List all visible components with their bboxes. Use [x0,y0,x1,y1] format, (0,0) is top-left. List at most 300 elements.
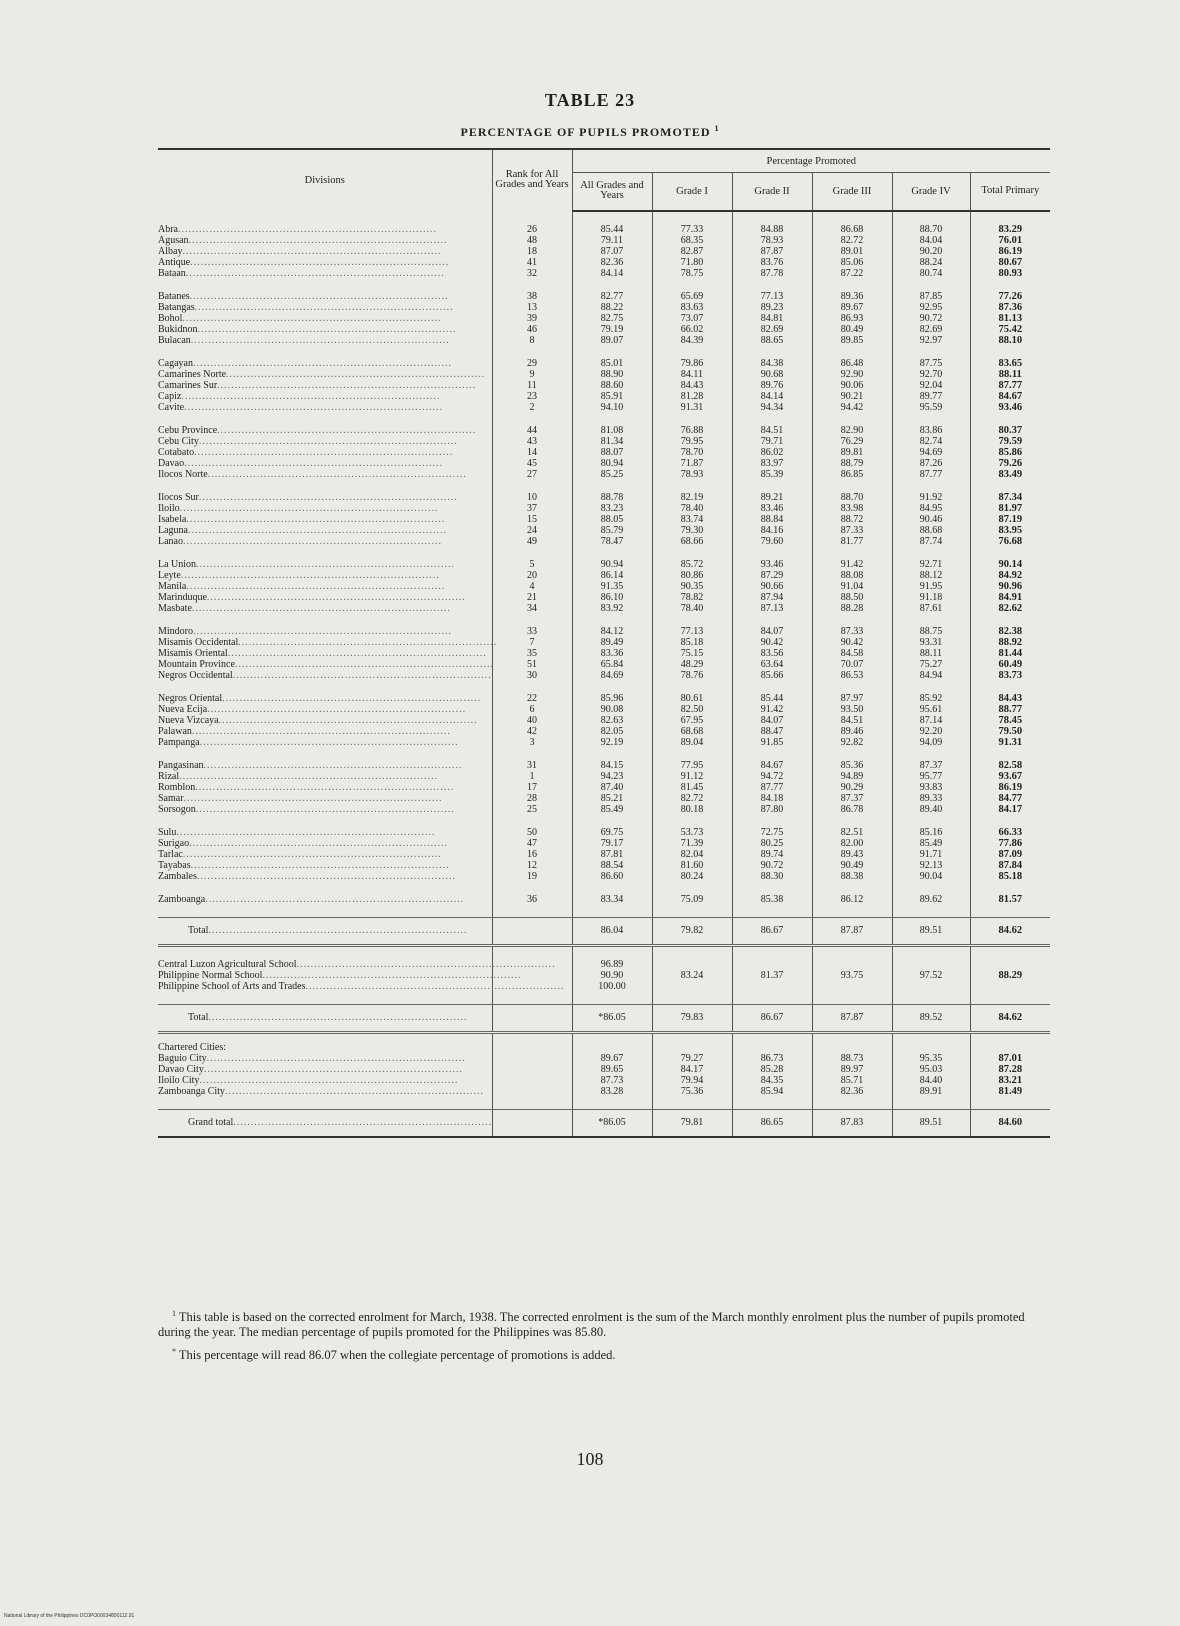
division-name: Tayabas [158,859,191,871]
division-name: Mindoro [158,625,193,637]
table-row [158,726,1050,737]
grade-4-cell: 87.14 [892,715,970,726]
total-primary-cell: 85.86 [970,447,1050,458]
table-row [158,436,1050,447]
grade-3-cell: 88.72 [812,514,892,525]
spacer-cell [652,905,732,918]
table-row [158,659,1050,670]
division-name-cell [158,425,492,436]
total-primary-cell: 88.92 [970,637,1050,648]
spacer-cell [812,992,892,1005]
spacer-cell [732,480,812,492]
total-primary-cell: 81.49 [970,1086,1050,1097]
grade-1-cell: 77.95 [652,760,732,771]
total-primary-cell: 93.67 [970,771,1050,782]
grade-4-cell: 83.86 [892,425,970,436]
grade-2-cell: 87.13 [732,603,812,614]
division-name: La Union [158,558,197,570]
table-row [158,268,1050,279]
grade-4-cell: 90.20 [892,246,970,257]
spacer-cell [970,614,1050,626]
all-grades-cell: 90.90 [572,970,652,981]
spacer-cell [652,992,732,1005]
grade-1-cell: 81.28 [652,391,732,402]
grade-2-cell: 88.84 [732,514,812,525]
grade-2-cell: 89.76 [732,380,812,391]
grade-3-cell: 89.85 [812,335,892,346]
division-name: Zambales [158,870,197,882]
division-name: Cebu City [158,435,199,447]
spacer-cell [158,992,492,1005]
leader-dots: .......................................................................... [203,1063,463,1075]
spacer-cell [492,480,572,492]
grade-3-cell: 89.97 [812,1064,892,1075]
grade-4-cell: 87.85 [892,291,970,302]
division-name-cell [158,447,492,458]
division-name-cell [158,969,522,981]
header-grade-2: Grade II [732,173,812,211]
leader-dots: .......................................................................... [195,803,455,815]
spacer-cell [812,882,892,894]
rank-cell: 33 [492,626,572,637]
leader-dots: .......................................................................... [199,1074,459,1086]
grade-3-cell: 89.43 [812,849,892,860]
rank-cell: 1 [492,771,572,782]
subtitle-text: PERCENTAGE OF PUPILS PROMOTED [460,125,711,139]
rank-cell: 45 [492,458,572,469]
total-primary-cell: 66.33 [970,827,1050,838]
division-name-cell [158,793,492,804]
division-name-cell [158,958,556,970]
grade-2-cell: 84.81 [732,313,812,324]
table-row [158,1075,1050,1086]
division-name: Batangas [158,301,195,313]
spacer-cell [652,882,732,894]
spacer-cell [732,681,812,693]
grade-3-cell: 87.87 [812,1004,892,1032]
grade-3-cell: 85.36 [812,760,892,771]
leader-dots: .......................................................................... [217,424,477,436]
division-name: Baguio City [158,1052,207,1064]
total-primary-cell: 87.84 [970,860,1050,871]
rank-cell: 43 [492,436,572,447]
division-name-cell [158,235,492,246]
all-grades-cell: 85.01 [572,358,652,369]
all-grades-cell: 86.10 [572,592,652,603]
grade-2-cell: 89.21 [732,492,812,503]
leader-dots: .......................................................................... [196,558,456,570]
grade-2-cell: 78.93 [732,235,812,246]
all-grades-cell: 84.14 [572,268,652,279]
division-name: Philippine Normal School [158,969,263,981]
grade-4-cell: 94.69 [892,447,970,458]
all-grades-cell: 83.28 [572,1086,652,1097]
spacer-cell [892,1097,970,1110]
division-name-cell [158,849,492,860]
grade-3-cell: 86.93 [812,313,892,324]
grade-3-cell: 88.50 [812,592,892,603]
promotion-table [158,148,1050,1138]
division-name: Leyte [158,569,181,581]
division-name-cell [158,257,492,268]
grade-1-cell: 84.39 [652,335,732,346]
grade-3-cell: 94.89 [812,771,892,782]
division-name-cell [158,458,492,469]
all-grades-cell: 87.73 [572,1075,652,1086]
grade-3-cell: 81.77 [812,536,892,547]
total-primary-cell: 79.59 [970,436,1050,447]
grade-2-cell: 63.64 [732,659,812,670]
all-grades-cell: 79.19 [572,324,652,335]
leader-dots: .......................................................................... [194,446,454,458]
empty-cell [572,1032,652,1053]
spacer-cell [652,748,732,760]
division-name-cell [158,436,492,447]
leader-dots: .......................................................................... [208,1012,468,1023]
spacer-cell [970,480,1050,492]
division-name: Bataan [158,267,186,279]
leader-dots: .......................................................................... [176,826,436,838]
leader-dots: .......................................................................... [182,245,442,257]
division-name-cell [158,1075,492,1086]
division-name: Palawan [158,725,192,737]
division-name: Albay [158,245,183,257]
footnote-1-text: This table is based on the corrected enrolment for March, 1938. The corrected enrolment is the sum of the March monthly enrolment plus the number of pupils promoted during the year. The median percentage of pupils promoted for the Philippines was 85.80. [158,1310,1025,1340]
table-row [158,581,1050,592]
grade-4-cell: 91.71 [892,849,970,860]
division-name-cell [158,980,565,992]
spacer-cell [158,346,492,358]
division-name-cell [158,313,492,324]
division-name: Bulacan [158,334,191,346]
leader-dots: .......................................................................... [226,368,486,380]
spacer-cell [492,992,572,1005]
total-primary-cell: 93.46 [970,402,1050,413]
all-grades-cell: 85.79 [572,525,652,536]
all-grades-cell: 86.14 [572,570,652,581]
grade-3-cell: 91.04 [812,581,892,592]
leader-dots: .......................................................................... [186,513,446,525]
table-row [158,849,1050,860]
spacer-cell [572,614,652,626]
grade-1-cell: 78.82 [652,592,732,603]
grade-2-cell: 83.76 [732,257,812,268]
leader-dots: .......................................................................... [184,457,444,469]
table-row [158,391,1050,402]
table-row [158,637,1050,648]
spacer-cell [572,1097,652,1110]
grade-1-cell: 89.04 [652,737,732,748]
spacer-cell [572,681,652,693]
division-name-cell [158,1004,492,1032]
spacer-cell [158,905,492,918]
rank-cell: 12 [492,860,572,871]
grade-3-cell: 90.29 [812,782,892,793]
total-primary-cell: 87.77 [970,380,1050,391]
table-row [158,1064,1050,1075]
leader-dots: .......................................................................... [217,379,477,391]
spacer-cell [572,748,652,760]
division-name-cell [158,603,492,614]
grade-4-cell: 95.77 [892,771,970,782]
grade-2-cell: 84.07 [732,715,812,726]
division-name: Pampanga [158,736,200,748]
spacer-cell [158,748,492,760]
empty-cell [492,1032,572,1053]
division-name-cell [158,1109,492,1137]
rank-cell: 7 [492,637,572,648]
rank-cell [492,1064,572,1075]
footnote-2-text: This percentage will read 86.07 when the collegiate percentage of promotions is added. [178,1348,616,1363]
all-grades-cell: 91.35 [572,581,652,592]
division-name: Cavite [158,401,185,413]
spacer-cell [652,279,732,291]
table-row [158,335,1050,346]
grade-2-cell: 85.44 [732,693,812,704]
header-percentage-promoted: Percentage Promoted [572,149,1050,173]
all-grades-cell: 87.40 [572,782,652,793]
total-primary-cell: 87.28 [970,1064,1050,1075]
division-name: Cagayan [158,357,193,369]
leader-dots: .......................................................................... [233,1117,493,1128]
spacer-cell [158,945,492,959]
grade-4-cell: 89.52 [892,1004,970,1032]
grade-1-cell: 81.45 [652,782,732,793]
scan-credit: National Library of the Philippines DC0PO00034800112.91 [4,1613,135,1619]
division-name: Misamis Oriental [158,647,228,659]
division-name: Surigao [158,837,190,849]
rank-cell: 20 [492,570,572,581]
rank-cell [492,1004,572,1032]
grade-2-cell: 86.67 [732,1004,812,1032]
rank-cell: 26 [492,224,572,235]
division-name: Misamis Occidental [158,636,239,648]
grade-2-cell: 93.46 [732,559,812,570]
division-name-cell [158,894,492,905]
spacer-cell [970,279,1050,291]
spacer-row [158,815,1050,827]
division-name-cell [158,804,492,815]
grade-1-cell: 79.82 [652,917,732,945]
division-name: Ilocos Norte [158,468,208,480]
grade-1-cell: 78.75 [652,268,732,279]
grade-2-cell: 85.28 [732,1064,812,1075]
footnote-2-mark: * [172,1347,176,1357]
division-name-cell [158,514,492,525]
grade-2-cell: 81.37 [732,959,812,992]
all-grades-cell: 92.19 [572,737,652,748]
spacer-cell [970,882,1050,894]
grade-1-cell: 68.35 [652,235,732,246]
grade-1-cell: 75.09 [652,894,732,905]
spacer-cell [652,614,732,626]
table-row [158,648,1050,659]
leader-dots: .......................................................................... [183,792,443,804]
spacer-row [158,748,1050,760]
division-name: Camarines Sur [158,379,218,391]
total-primary-cell: 82.58 [970,760,1050,771]
spacer-cell [892,413,970,425]
leader-dots: .......................................................................... [238,636,498,648]
total-primary-cell: 84.77 [970,793,1050,804]
grade-1-cell: 78.76 [652,670,732,681]
all-grades-cell: 85.91 [572,391,652,402]
leader-dots: .......................................................................... [190,859,450,871]
division-name-cell [158,737,492,748]
grade-2-cell: 85.39 [732,469,812,480]
grade-3-cell: 86.53 [812,670,892,681]
table-row [158,760,1050,771]
grade-4-cell: 87.37 [892,760,970,771]
grade-3-cell: 91.42 [812,559,892,570]
spacer-cell [892,992,970,1005]
spacer-row [158,992,1050,1005]
grade-1-cell: 81.60 [652,860,732,871]
rank-cell: 8 [492,335,572,346]
leader-dots: .......................................................................... [195,781,455,793]
division-name: Davao [158,457,185,469]
all-grades-cell: 94.10 [572,402,652,413]
spacer-cell [652,547,732,559]
table-row [158,804,1050,815]
spacer-cell [812,346,892,358]
footnotes [158,1306,1050,1367]
grade-2-cell: 87.80 [732,804,812,815]
grade-1-cell: 79.81 [652,1109,732,1137]
empty-cell [970,1032,1050,1053]
division-name: Central Luzon Agricultural School [158,958,297,970]
total-primary-cell: 82.38 [970,626,1050,637]
grade-2-cell: 87.78 [732,268,812,279]
empty-cell [652,1032,732,1053]
subtitle-footnote-mark: 1 [714,124,720,133]
rank-cell: 25 [492,804,572,815]
spacer-cell [732,211,812,224]
spacer-cell [158,882,492,894]
grade-1-cell: 73.07 [652,313,732,324]
all-grades-cell: 89.67 [572,1053,652,1064]
total-primary-cell: 76.01 [970,235,1050,246]
grade-3-cell: 90.06 [812,380,892,391]
grade-4-cell: 87.75 [892,358,970,369]
grade-1-cell: 76.88 [652,425,732,436]
table-row [158,603,1050,614]
spacer-cell [572,815,652,827]
division-name: Nueva Ecija [158,703,208,715]
table-row [158,1004,1050,1032]
grade-3-cell: 88.73 [812,1053,892,1064]
spacer-cell [970,945,1050,959]
all-grades-cell: *86.05 [572,1109,652,1137]
total-primary-cell: 75.42 [970,324,1050,335]
rank-cell: 47 [492,838,572,849]
division-name-cell [158,380,492,391]
rank-cell: 10 [492,492,572,503]
division-name: Marinduque [158,591,207,603]
table-row [158,447,1050,458]
all-grades-cell: 65.84 [572,659,652,670]
spacer-cell [572,905,652,918]
grade-4-cell: 92.13 [892,860,970,871]
total-primary-cell: 83.95 [970,525,1050,536]
grade-2-cell: 84.18 [732,793,812,804]
leader-dots: .......................................................................... [218,714,478,726]
leader-dots: .......................................................................... [206,1052,466,1064]
grade-2-cell: 83.46 [732,503,812,514]
spacer-cell [732,815,812,827]
grade-3-cell: 90.42 [812,637,892,648]
table-row [158,894,1050,905]
all-grades-cell: 89.07 [572,335,652,346]
grade-4-cell: 91.18 [892,592,970,603]
leader-dots: .......................................................................... [227,647,487,659]
leader-dots: .......................................................................... [178,223,437,235]
table-row [158,536,1050,547]
grade-1-cell: 84.17 [652,1064,732,1075]
grade-4-cell: 93.31 [892,637,970,648]
division-name-cell [158,827,492,838]
spacer-cell [572,279,652,291]
rank-cell: 48 [492,235,572,246]
spacer-cell [652,945,732,959]
table-row [158,425,1050,436]
grade-4-cell: 75.27 [892,659,970,670]
division-name-cell [158,871,492,882]
grade-4-cell: 97.52 [892,959,970,992]
rank-cell: 14 [492,447,572,458]
table-row [158,1053,1050,1064]
division-name: Samar [158,792,184,804]
grade-3-cell: 88.28 [812,603,892,614]
spacer-cell [892,279,970,291]
division-name: Bohol [158,312,183,324]
footnote-1 [158,1306,1050,1340]
table-header [158,149,1050,211]
total-primary-cell: 80.67 [970,257,1050,268]
rank-cell [492,1109,572,1137]
division-name: Ilocos Sur [158,491,199,503]
spacer-cell [732,945,812,959]
table-row [158,670,1050,681]
division-name-cell [158,581,492,592]
division-name: Total [188,1012,209,1023]
total-primary-cell: 84.92 [970,570,1050,581]
division-name: Total [188,925,209,936]
division-name-cell [158,246,492,257]
grade-1-cell: 80.24 [652,871,732,882]
grade-4-cell: 87.74 [892,536,970,547]
table-row [158,369,1050,380]
division-name-cell [158,693,492,704]
spacer-cell [892,681,970,693]
rank-cell: 11 [492,380,572,391]
leader-dots: .......................................................................... [234,658,494,670]
grade-3-cell: 87.33 [812,525,892,536]
grade-4-cell: 88.12 [892,570,970,581]
leader-dots: .......................................................................... [190,334,450,346]
table-row [158,1032,1050,1053]
leader-dots: .......................................................................... [182,312,442,324]
spacer-row [158,681,1050,693]
grade-2-cell: 79.60 [732,536,812,547]
all-grades-cell: 94.23 [572,771,652,782]
grade-1-cell: 82.04 [652,849,732,860]
grade-1-cell: 78.93 [652,469,732,480]
division-name-cell [158,503,492,514]
division-name: Negros Oriental [158,692,223,704]
grade-2-cell: 90.72 [732,860,812,871]
spacer-cell [812,1097,892,1110]
